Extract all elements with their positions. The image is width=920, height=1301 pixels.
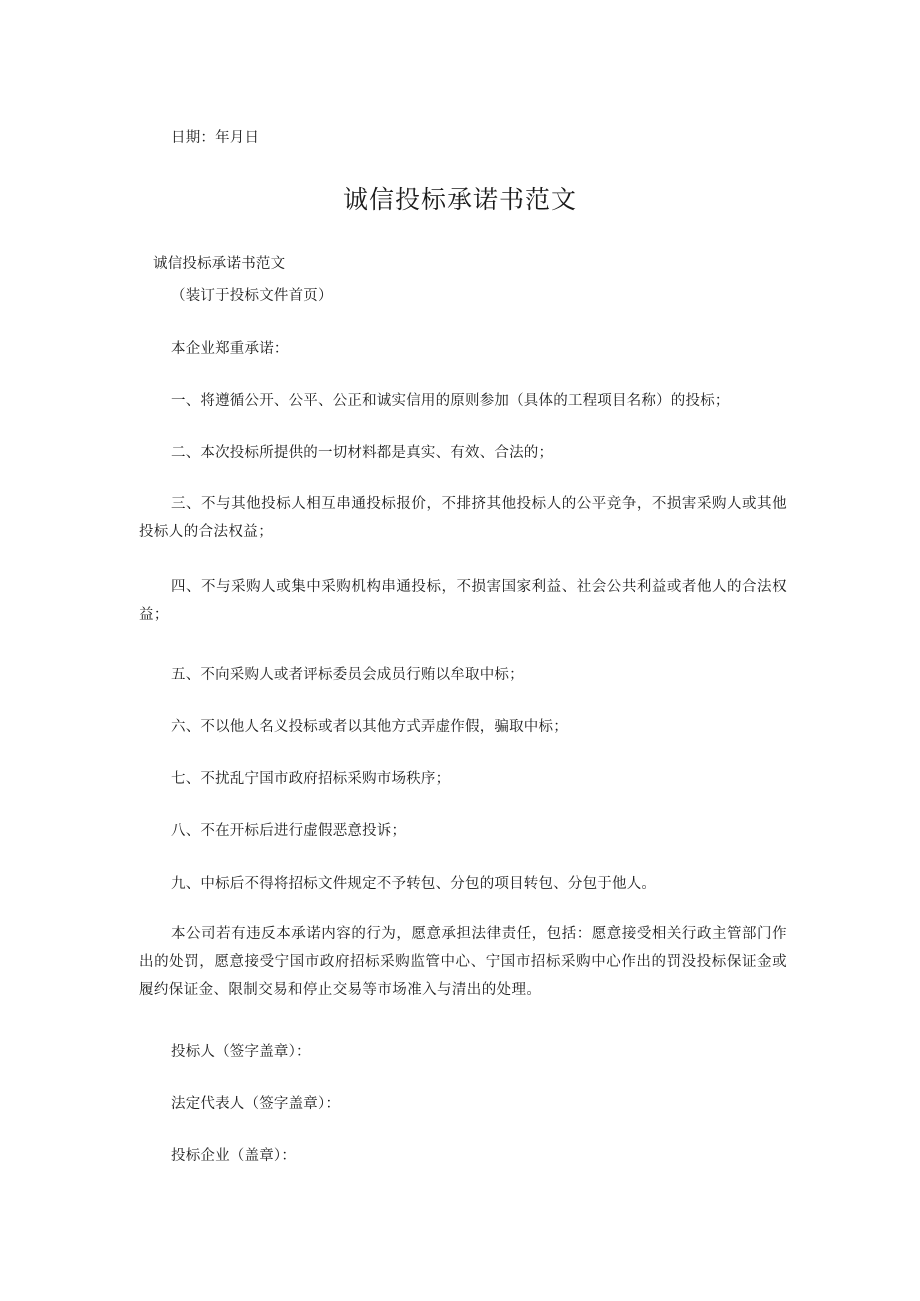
commitment-item-9: 九、中标后不得将招标文件规定不予转包、分包的项目转包、分包于他人。 xyxy=(171,876,657,892)
date-line: 日期：年月日 xyxy=(171,130,260,146)
commitment-item-8: 八、不在开标后进行虚假恶意投诉； xyxy=(171,823,407,839)
commitment-item-1: 一、将遵循公开、公平、公正和诚实信用的原则参加（具体的工程项目名称）的投标； xyxy=(171,393,730,409)
binding-note: （装订于投标文件首页） xyxy=(171,288,333,304)
commitment-item-5: 五、不向采购人或者评标委员会成员行贿以牟取中标； xyxy=(171,667,524,683)
subtitle: 诚信投标承诺书范文 xyxy=(153,256,286,272)
signature-legal-rep: 法定代表人（签字盖章）： xyxy=(171,1096,341,1112)
commitment-item-7: 七、不扰乱宁国市政府招标采购市场秩序； xyxy=(171,771,451,787)
signature-company: 投标企业（盖章）： xyxy=(171,1148,297,1164)
signature-bidder: 投标人（签字盖章）： xyxy=(171,1044,311,1060)
commitment-item-4: 四、不与采购人或集中采购机构串通投标，不损害国家利益、社会公共利益或者他人的合法权益； xyxy=(139,579,787,623)
page-title: 诚信投标承诺书范文 xyxy=(342,185,577,214)
commitment-item-3: 三、不与其他投标人相互串通投标报价，不排挤其他投标人的公平竞争，不损害采购人或其他投标人的合法权益； xyxy=(139,496,787,540)
liability-paragraph: 本公司若有违反本承诺内容的行为，愿意承担法律责任，包括：愿意接受相关行政主管部门作出的处罚，愿意接受宁国市政府招标采购监管中心、宁国市招标采购中心作出的罚没投标保证金或履约保证金、限制交易和停止交易等市场准入与清出的处理。 xyxy=(139,926,787,998)
commitment-item-6: 六、不以他人名义投标或者以其他方式弄虚作假，骗取中标； xyxy=(171,719,568,735)
intro-text: 本企业郑重承诺： xyxy=(171,341,289,357)
commitment-item-2: 二、本次投标所提供的一切材料都是真实、有效、合法的； xyxy=(171,445,554,461)
